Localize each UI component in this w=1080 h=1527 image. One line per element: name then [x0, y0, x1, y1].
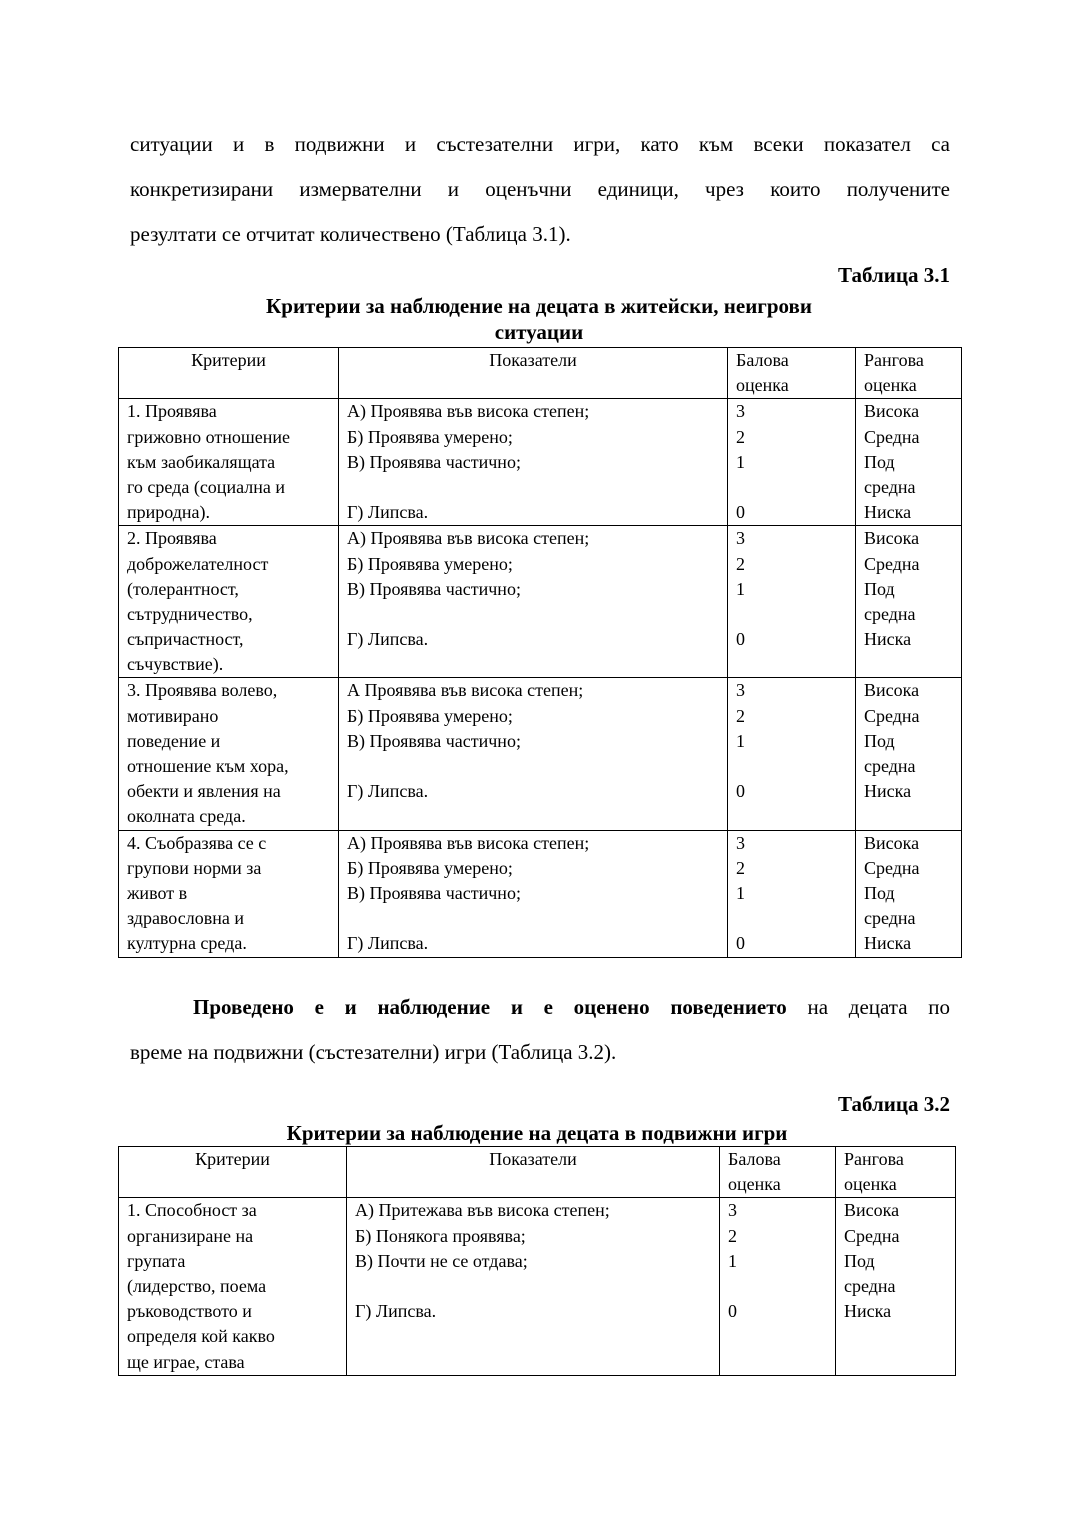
criteria-line: ръководството и [127, 1301, 252, 1322]
ranks-line [844, 1324, 947, 1349]
intro-line: резултати се отчитат количествено (Таблица 3.1). [130, 222, 571, 246]
ranks-line: Средна [864, 705, 920, 726]
header-rank: Рангова оценка [836, 1147, 956, 1198]
indicators-line: Г) Липсва. [347, 933, 429, 954]
table1-title-line: Критерии за наблюдение на децата в житейски, неигрови [266, 294, 812, 318]
cell-indicators [339, 678, 728, 830]
middle-paragraph [130, 985, 950, 1075]
criteria-line: (лидерство, поема [127, 1275, 267, 1296]
ranks-line: Средна [864, 857, 920, 878]
intro-paragraph [130, 122, 950, 257]
indicators-line: А) Проявява във висока степен; [347, 832, 590, 853]
ranks-line: Под [864, 882, 895, 903]
table1 [118, 347, 962, 958]
table-row [119, 526, 962, 678]
indicators-line [355, 1274, 711, 1299]
intro-line: конкретизирани измервателни и оценъчни единици, чрез които получените [130, 177, 950, 201]
table2 [118, 1146, 956, 1376]
ranks-line: Средна [864, 426, 920, 447]
criteria-line: доброжелателност [127, 553, 269, 574]
criteria-line: поведение и [127, 730, 221, 751]
scores-line: 2 [736, 553, 745, 574]
criteria-line: грижовно отношение [127, 426, 291, 447]
cell-ranks [856, 678, 962, 830]
ranks-line [844, 1350, 947, 1375]
ranks-line: Ниска [844, 1301, 892, 1322]
ranks-line: Под [864, 451, 895, 472]
table-row [119, 830, 962, 957]
scores-line: 0 [736, 933, 745, 954]
cell-indicators [347, 1198, 720, 1375]
cell-criteria [119, 1198, 347, 1375]
middle-bold-text: Проведено е и наблюдение и е оценено поведението [193, 995, 787, 1019]
criteria-line: здравословна и [127, 908, 244, 929]
indicators-line [355, 1350, 711, 1375]
criteria-line: сътрудничество, [127, 603, 253, 624]
table-row [119, 1198, 956, 1375]
indicators-line [347, 906, 719, 931]
criteria-line: ще играе, става [127, 1351, 245, 1372]
scores-line [728, 1324, 827, 1349]
scores-line: 1 [736, 882, 745, 903]
criteria-line: към заобикалящата [127, 451, 276, 472]
criteria-line: 1. Способност за [127, 1200, 257, 1221]
ranks-line: Под [864, 578, 895, 599]
indicators-line: Г) Липсва. [347, 781, 429, 802]
indicators-line: А) Проявява във висока степен; [347, 528, 590, 549]
indicators-line: В) Проявява частично; [347, 882, 521, 903]
cell-indicators [339, 830, 728, 957]
indicators-line [347, 804, 719, 829]
scores-line [728, 1274, 827, 1299]
scores-line: 3 [728, 1200, 737, 1221]
ranks-line: Под [864, 730, 895, 751]
indicators-line: А Проявява във висока степен; [347, 680, 584, 701]
scores-line: 3 [736, 528, 745, 549]
cell-criteria [119, 678, 339, 830]
header-indicators: Показатели [339, 348, 728, 399]
ranks-line [864, 804, 953, 829]
indicators-line: Б) Понякога проявява; [355, 1225, 526, 1246]
criteria-line: мотивирано [127, 705, 219, 726]
ranks-line: Висока [864, 401, 920, 422]
indicators-line: Б) Проявява умерено; [347, 705, 513, 726]
scores-line: 2 [736, 857, 745, 878]
indicators-line [347, 652, 719, 677]
cell-scores [728, 830, 856, 957]
criteria-line: 2. Проявява [127, 528, 217, 549]
cell-criteria [119, 526, 339, 678]
indicators-line: Б) Проявява умерено; [347, 426, 513, 447]
table2-title: Критерии за наблюдение на децата в подвижни игри [286, 1121, 788, 1145]
header-indicators: Показатели [347, 1147, 720, 1198]
cell-criteria [119, 399, 339, 526]
table-row [119, 678, 962, 830]
cell-indicators [339, 526, 728, 678]
indicators-line: Б) Проявява умерено; [347, 857, 513, 878]
criteria-line: природна). [127, 502, 211, 523]
ranks-line: Ниска [864, 502, 912, 523]
scores-line: 1 [728, 1250, 737, 1271]
header-score: Балова оценка [728, 348, 856, 399]
scores-line [736, 475, 847, 500]
header-criteria: Критерии [119, 348, 339, 399]
cell-scores [728, 399, 856, 526]
scores-line: 2 [736, 426, 745, 447]
criteria-line: 3. Проявява волево, [127, 680, 278, 701]
scores-line [736, 754, 847, 779]
table2-body [119, 1198, 956, 1375]
indicators-line: В) Почти не се отдава; [355, 1250, 528, 1271]
table1-body [119, 399, 962, 957]
scores-line: 0 [736, 629, 745, 650]
scores-line [736, 906, 847, 931]
criteria-line: съпричастност, [127, 629, 244, 650]
scores-line: 2 [736, 705, 745, 726]
indicators-line: В) Проявява частично; [347, 451, 521, 472]
scores-line: 3 [736, 832, 745, 853]
intro-line: ситуации и в подвижни и състезателни игри, като към всеки показател са [130, 132, 950, 156]
indicators-line: В) Проявява частично; [347, 578, 521, 599]
ranks-line: средна [864, 756, 916, 776]
criteria-line: обекти и явления на [127, 781, 281, 802]
indicators-line: Г) Липсва. [355, 1301, 437, 1322]
cell-scores [728, 526, 856, 678]
ranks-line: Висока [864, 528, 920, 549]
criteria-line: определя кой какво [127, 1326, 275, 1347]
criteria-line: съчувствие). [127, 654, 224, 675]
criteria-line: отношение към хора, [127, 756, 289, 776]
indicators-line [347, 602, 719, 627]
scores-line: 3 [736, 680, 745, 701]
scores-line: 3 [736, 401, 745, 422]
criteria-line: (толерантност, [127, 578, 239, 599]
ranks-line: Ниска [864, 781, 912, 802]
criteria-line: живот в [127, 882, 188, 903]
table2-caption: Таблица 3.2 [838, 1092, 950, 1116]
table1-title [118, 293, 960, 345]
cell-ranks [856, 526, 962, 678]
middle-rest-text: на децата по [807, 995, 951, 1019]
cell-ranks [856, 830, 962, 957]
criteria-line: 1. Проявява [127, 401, 217, 422]
scores-line: 1 [736, 578, 745, 599]
indicators-line [347, 475, 719, 500]
table1-title-line: ситуации [494, 320, 584, 344]
scores-line: 0 [728, 1301, 737, 1322]
ranks-line: Ниска [864, 933, 912, 954]
table2-header-row [119, 1147, 956, 1198]
scores-line [736, 804, 847, 829]
header-score: Балова оценка [720, 1147, 836, 1198]
scores-line [736, 652, 847, 677]
scores-line: 1 [736, 451, 745, 472]
scores-line: 2 [728, 1225, 737, 1246]
indicators-line: Б) Проявява умерено; [347, 553, 513, 574]
criteria-line: групата [127, 1250, 186, 1271]
header-rank: Рангова оценка [856, 348, 962, 399]
cell-scores [720, 1198, 836, 1375]
ranks-line [864, 652, 953, 677]
table1-header-row [119, 348, 962, 399]
scores-line [736, 602, 847, 627]
criteria-line: 4. Съобразява се с [127, 832, 267, 853]
scores-line: 0 [736, 781, 745, 802]
indicators-line: Г) Липсва. [347, 502, 429, 523]
ranks-line: Висока [844, 1200, 900, 1221]
ranks-line: средна [864, 476, 916, 497]
ranks-line: Средна [864, 553, 920, 574]
ranks-line: Висока [864, 832, 920, 853]
ranks-line: Под [844, 1250, 875, 1271]
scores-line [728, 1350, 827, 1375]
ranks-line: Висока [864, 680, 920, 701]
cell-scores [728, 678, 856, 830]
table1-caption: Таблица 3.1 [838, 263, 950, 287]
cell-ranks [856, 399, 962, 526]
ranks-line: Ниска [864, 629, 912, 650]
middle-line-1 [130, 985, 950, 1030]
ranks-line: средна [864, 603, 916, 624]
criteria-line: културна среда. [127, 933, 247, 954]
criteria-line: го среда (социална и [127, 476, 285, 497]
scores-line: 1 [736, 730, 745, 751]
ranks-line: средна [844, 1275, 896, 1296]
criteria-line: организиране на [127, 1225, 254, 1246]
cell-ranks [836, 1198, 956, 1375]
scores-line: 0 [736, 502, 745, 523]
table-row [119, 399, 962, 526]
ranks-line: средна [864, 908, 916, 929]
indicators-line: В) Проявява частично; [347, 730, 521, 751]
header-criteria: Критерии [119, 1147, 347, 1198]
criteria-line: околната среда. [127, 806, 246, 827]
ranks-line: Средна [844, 1225, 900, 1246]
indicators-line [347, 754, 719, 779]
criteria-line: групови норми за [127, 857, 262, 878]
indicators-line: А) Притежава във висока степен; [355, 1200, 610, 1221]
cell-criteria [119, 830, 339, 957]
cell-indicators [339, 399, 728, 526]
indicators-line: Г) Липсва. [347, 629, 429, 650]
indicators-line [355, 1324, 711, 1349]
indicators-line: А) Проявява във висока степен; [347, 401, 590, 422]
middle-line-2: време на подвижни (състезателни) игри (Таблица 3.2). [130, 1040, 617, 1064]
